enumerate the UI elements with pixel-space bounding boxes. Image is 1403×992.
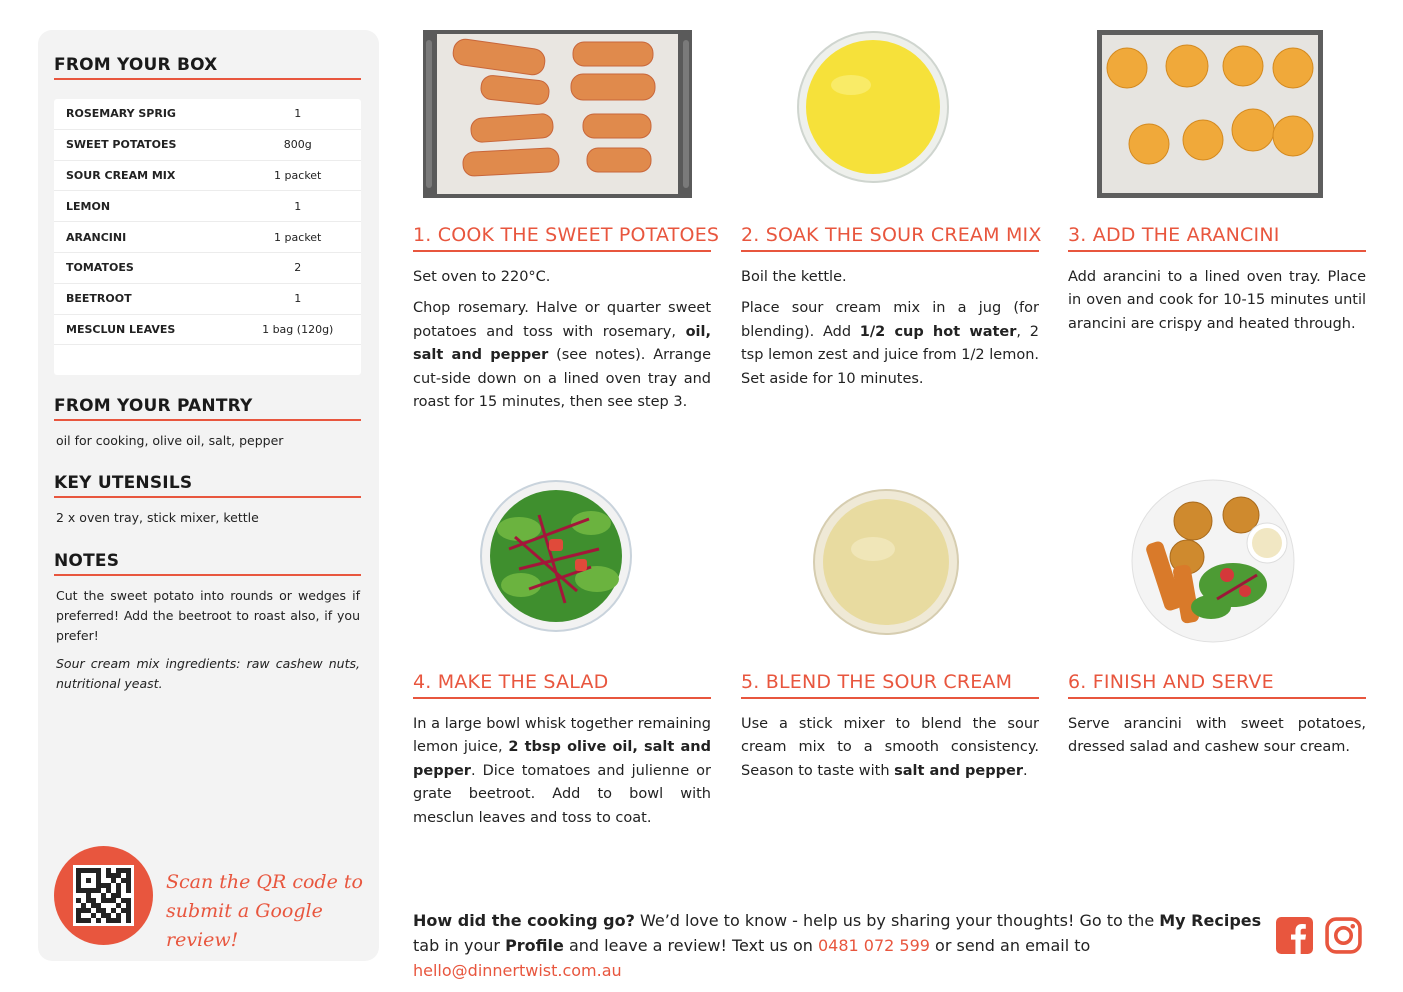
salad-bowl-image <box>479 479 633 633</box>
ingredient-row <box>54 284 361 315</box>
utensils-heading: KEY UTENSILS <box>54 473 361 498</box>
ingredient-name: ROSEMARY SPRIG <box>66 107 176 121</box>
ingredient-row <box>54 130 361 161</box>
qr-badge[interactable] <box>54 846 153 945</box>
sidebar <box>38 30 379 961</box>
notes-heading: NOTES <box>54 551 361 576</box>
step-5-body <box>741 713 1039 791</box>
bold-ingredient: salt and pepper <box>894 762 1023 779</box>
ingredient-row <box>54 191 361 222</box>
step-2-p1: Boil the kettle. <box>741 269 847 285</box>
ingredient-qty: 1 <box>294 199 302 213</box>
step-text: Use a stick mixer to blend the sour cream mix to a smooth consistency. Season to taste with <box>741 716 1039 779</box>
step-4-body <box>413 713 711 838</box>
footer-text-1: We’d love to know - help us by sharing your thoughts! Go to the <box>634 911 1160 930</box>
blended-sour-cream-image <box>813 489 959 635</box>
step-1-p1: Set oven to 220°C. <box>413 269 551 285</box>
footer-my-recipes: My Recipes <box>1159 911 1262 930</box>
finished-plate-image <box>1131 479 1295 643</box>
bold-ingredient: 1/2 cup hot water <box>859 323 1017 340</box>
notes-ingredients: Sour cream mix ingredients: raw cashew nuts, nutritional yeast. <box>56 656 360 691</box>
ingredient-name: BEETROOT <box>66 292 132 306</box>
step-4-p2 <box>413 713 711 830</box>
ingredient-row <box>54 253 361 284</box>
ingredient-qty: 1 packet <box>274 230 322 244</box>
ingredient-name: MESCLUN LEAVES <box>66 322 176 336</box>
footer-text-2: tab in your <box>413 936 506 955</box>
ingredient-name: SWEET POTATOES <box>66 138 177 152</box>
step-text: (see notes). Arrange cut-side down on a lined oven tray and roast for 15 minutes, then see step 3. <box>413 347 712 411</box>
step-6-p1: Serve arancini with sweet potatoes, dressed salad and cashew sour cream. <box>1068 716 1366 756</box>
qr-caption-line2: submit a Google review! <box>166 900 323 951</box>
footer-question: How did the cooking go? <box>413 911 635 930</box>
bold-ingredient: 2 tbsp olive oil, salt and pepper <box>413 739 711 779</box>
ingredient-qty: 1 bag (120g) <box>262 322 334 336</box>
step-text: . Dice tomatoes and julienne or grate beetroot. Add to bowl with mesclun leaves and toss to coat. <box>413 762 711 826</box>
footer-text-4: or send an email to <box>929 936 1091 955</box>
footer-phone-link[interactable]: 0481 072 599 <box>817 936 930 955</box>
step-1-title: 1. COOK THE SWEET POTATOES <box>413 224 711 252</box>
step-text: . <box>1022 762 1028 779</box>
step-2-body <box>741 266 1039 399</box>
ingredient-qty: 800g <box>283 138 312 152</box>
ingredient-name: ARANCINI <box>66 230 127 244</box>
ingredient-row <box>54 99 361 130</box>
instagram-icon[interactable] <box>1325 917 1362 954</box>
ingredient-qty: 1 <box>294 292 302 306</box>
box-heading: FROM YOUR BOX <box>54 55 361 80</box>
footer-profile: Profile <box>505 936 564 955</box>
step-text: , 2 tsp lemon zest and juice from 1/2 lemon. Set aside for 10 minutes. <box>741 323 1039 387</box>
facebook-icon[interactable] <box>1276 917 1313 954</box>
step-3-body <box>1068 266 1366 344</box>
step-text: Place sour cream mix in a jug (for blending). Add <box>741 300 1039 340</box>
step-3-p1: Add arancini to a lined oven tray. Place in oven and cook for 10-15 minutes until arancini are crispy and heated through. <box>1068 269 1366 332</box>
review-footer <box>413 908 1263 983</box>
step-2-title: 2. SOAK THE SOUR CREAM MIX <box>741 224 1039 252</box>
pantry-heading: FROM YOUR PANTRY <box>54 396 361 421</box>
step-6-title: 6. FINISH AND SERVE <box>1068 671 1366 699</box>
ingredient-row <box>54 315 361 346</box>
ingredient-name: SOUR CREAM MIX <box>66 168 176 182</box>
ingredient-row <box>54 222 361 253</box>
step-2-p2 <box>741 297 1039 391</box>
qr-caption-line1: Scan the QR code to <box>166 871 363 893</box>
ingredient-name: TOMATOES <box>66 261 134 275</box>
bold-ingredient: oil, salt and pepper <box>413 323 711 364</box>
ingredient-qty: 2 <box>294 261 302 275</box>
step-1-p2 <box>413 297 711 414</box>
ingredient-qty: 1 packet <box>274 168 322 182</box>
step-4-title: 4. MAKE THE SALAD <box>413 671 711 699</box>
ingredient-name: LEMON <box>66 199 111 213</box>
ingredient-row <box>54 161 361 192</box>
ingredient-qty: 1 <box>294 107 302 121</box>
pantry-text: oil for cooking, olive oil, salt, pepper <box>56 433 284 448</box>
sweet-potatoes-tray-image <box>423 30 692 198</box>
step-3-title: 3. ADD THE ARANCINI <box>1068 224 1366 252</box>
step-text: Chop rosemary. Halve or quarter sweet potatoes and toss with rosemary, <box>413 300 711 340</box>
sour-cream-soak-image <box>796 30 950 184</box>
utensils-text: 2 x oven tray, stick mixer, kettle <box>56 510 259 525</box>
step-1-body <box>413 266 711 422</box>
step-6-body <box>1068 713 1366 768</box>
step-5-title: 5. BLEND THE SOUR CREAM <box>741 671 1039 699</box>
box-ingredients-table <box>54 99 361 375</box>
step-5-p2 <box>741 713 1039 783</box>
qr-code[interactable] <box>73 865 134 926</box>
footer-email-link[interactable]: hello@dinnertwist.com.au <box>413 961 622 980</box>
footer-text-3: and leave a review! Text us on <box>563 936 818 955</box>
qr-caption <box>166 868 366 955</box>
notes-text: Cut the sweet potato into rounds or wedges if preferred! Add the beetroot to roast also, if you prefer! <box>56 588 360 643</box>
arancini-tray-image <box>1097 30 1323 198</box>
step-text: In a large bowl whisk together remaining lemon juice, <box>413 716 711 756</box>
